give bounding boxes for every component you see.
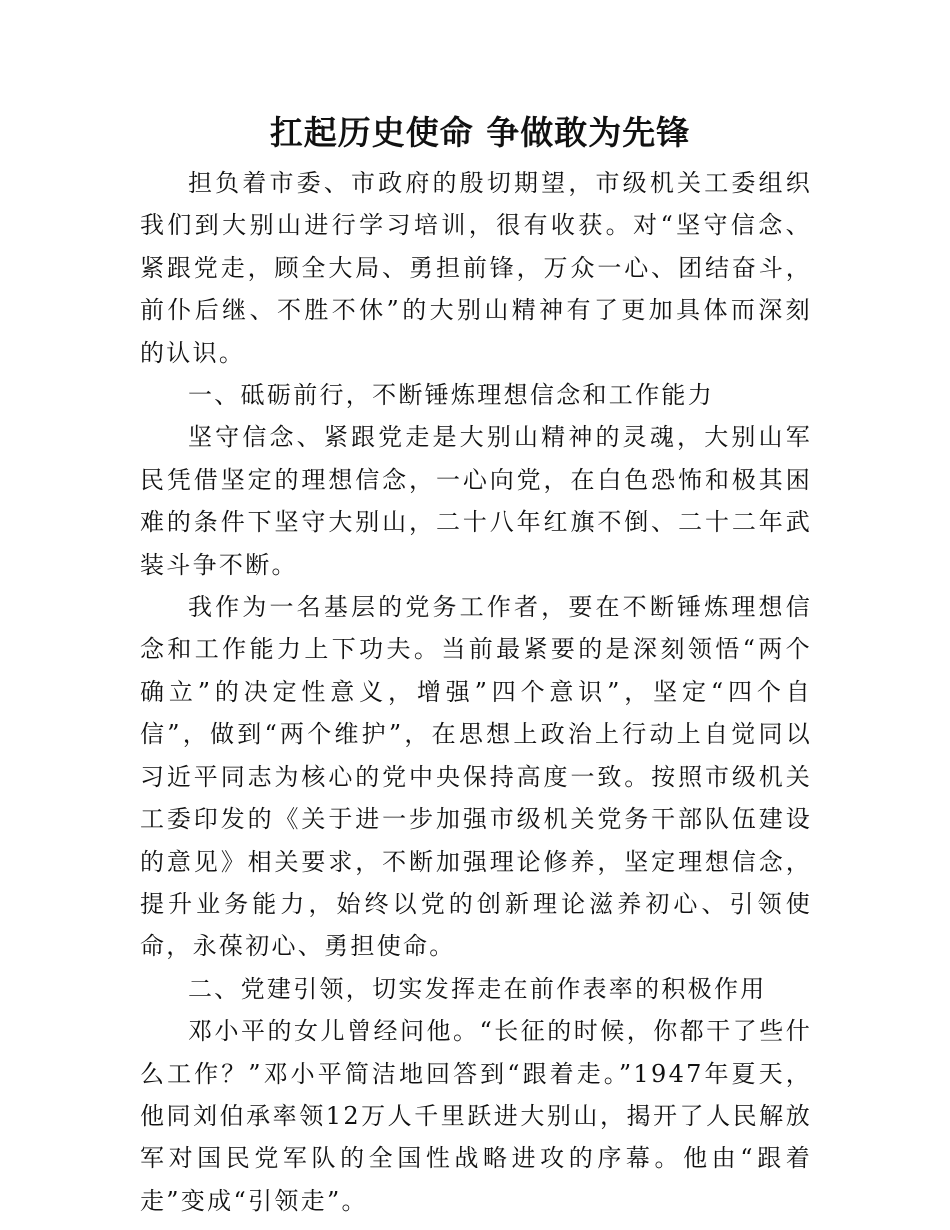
document-title: 扛起历史使命 争做敢为先锋 (269, 113, 691, 152)
paragraph-spirit: 坚守信念、紧跟党走是大别山精神的灵魂，大别山军民凭借坚定的理想信念，一心向党，在白色恐怖和极其困难的条件下坚守大别山，二十八年红旗不倒、二十二年武装斗争不断。 (140, 423, 812, 579)
paragraph-intro: 担负着市委、市政府的殷切期望，市级机关工委组织我们到大别山进行学习培训，很有收获。对“坚守信念、紧跟党走，顾全大局、勇担前锋，万众一心、团结奋斗，前仆后继、不胜不休”的大别山精神有了更加具体而深刻的认识。 (140, 169, 812, 367)
paragraph-deng-xiaoping: 邓小平的女儿曾经问他。“长征的时候，你都干了些什么工作？”邓小平简洁地回答到“跟着走。”1947年夏天，他同刘伯承率领12万人千里跃进大别山，揭开了人民解放军对国民党军队的全国性战略进攻的序幕。他由“跟着走”变成“引领走”。 (140, 1017, 812, 1215)
section-heading-1: 一、砥砺前行，不断锤炼理想信念和工作能力 (188, 381, 714, 410)
document-body (140, 162, 812, 1222)
section-heading-2: 二、党建引领，切实发挥走在前作表率的积极作用 (188, 974, 767, 1003)
paragraph-self-requirement: 我作为一名基层的党务工作者，要在不断锤炼理想信念和工作能力上下功夫。当前最紧要的是深刻领悟“两个确立”的决定性意义，增强”四个意识”，坚定“四个自信”，做到“两个维护”，在思想上政治上行动上自觉同以习近平同志为核心的党中央保持高度一致。按照市级机关工委印发的《关于进一步加强市级机关党务干部队伍建设的意见》相关要求，不断加强理论修养，坚定理想信念，提升业务能力，始终以党的创新理论滋养初心、引领使命，永葆初心、勇担使命。 (140, 593, 812, 961)
